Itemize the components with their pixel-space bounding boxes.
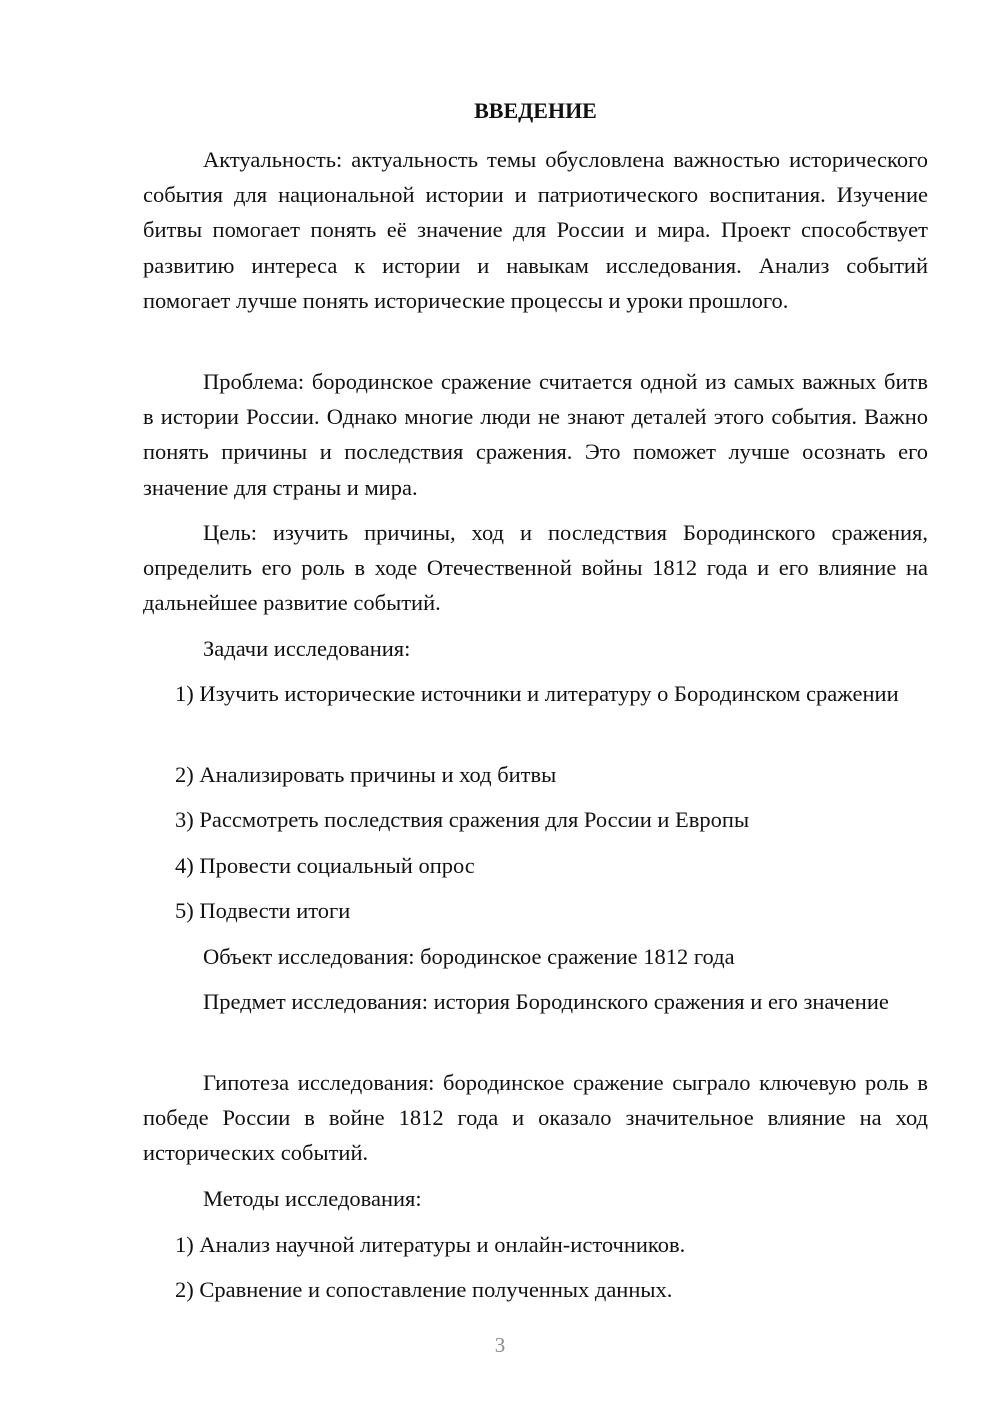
subject-paragraph: Предмет исследования: история Бородинского сражения и его значение	[203, 989, 889, 1014]
method-item-2: 2) Сравнение и сопоставление полученных данных.	[175, 1277, 673, 1302]
hypothesis-paragraph: Гипотеза исследования: бородинское сражение сыграло ключевую роль в победе России в войне 1812 года и оказало значительное влияние на ход исторических событий.	[143, 1070, 928, 1166]
tasks-heading: Задачи исследования:	[203, 636, 411, 661]
task-item-2: 2) Анализировать причины и ход битвы	[175, 762, 557, 787]
problem-paragraph: Проблема: бородинское сражение считается одной из самых важных битв в истории России. Однако многие люди не знают деталей этого события. Важно понять причины и последствия сражения. Это поможет лучше осознать его значение для страны и мира.	[143, 369, 928, 500]
method-item-1: 1) Анализ научной литературы и онлайн-источников.	[175, 1232, 686, 1257]
methods-heading: Методы исследования:	[203, 1186, 422, 1211]
object-line: Объект исследования: бородинское сражение 1812 года	[203, 944, 735, 969]
page-title: ВВЕДЕНИЕ	[474, 98, 597, 123]
relevance-paragraph: Актуальность: актуальность темы обусловлена важностью исторического события для национальной истории и патриотического воспитания. Изучение битвы помогает понять её значение для России и мира. Проект способствует развитию интереса к истории и навыкам исследования. Анализ событий помогает лучше понять исторические процессы и уроки прошлого.	[143, 147, 928, 313]
goal-paragraph: Цель: изучить причины, ход и последствия Бородинского сражения, определить его роль в ходе Отечественной войны 1812 года и его влияние на дальнейшее развитие событий.	[143, 520, 928, 616]
page-number: 3	[494, 1333, 506, 1357]
task-item-4: 4) Провести социальный опрос	[175, 853, 475, 878]
task-item-3: 3) Рассмотреть последствия сражения для России и Европы	[175, 807, 750, 832]
task-item-1: 1) Изучить исторические источники и литературу о Бородинском сражении	[175, 681, 899, 706]
task-item-5: 5) Подвести итоги	[175, 898, 351, 923]
